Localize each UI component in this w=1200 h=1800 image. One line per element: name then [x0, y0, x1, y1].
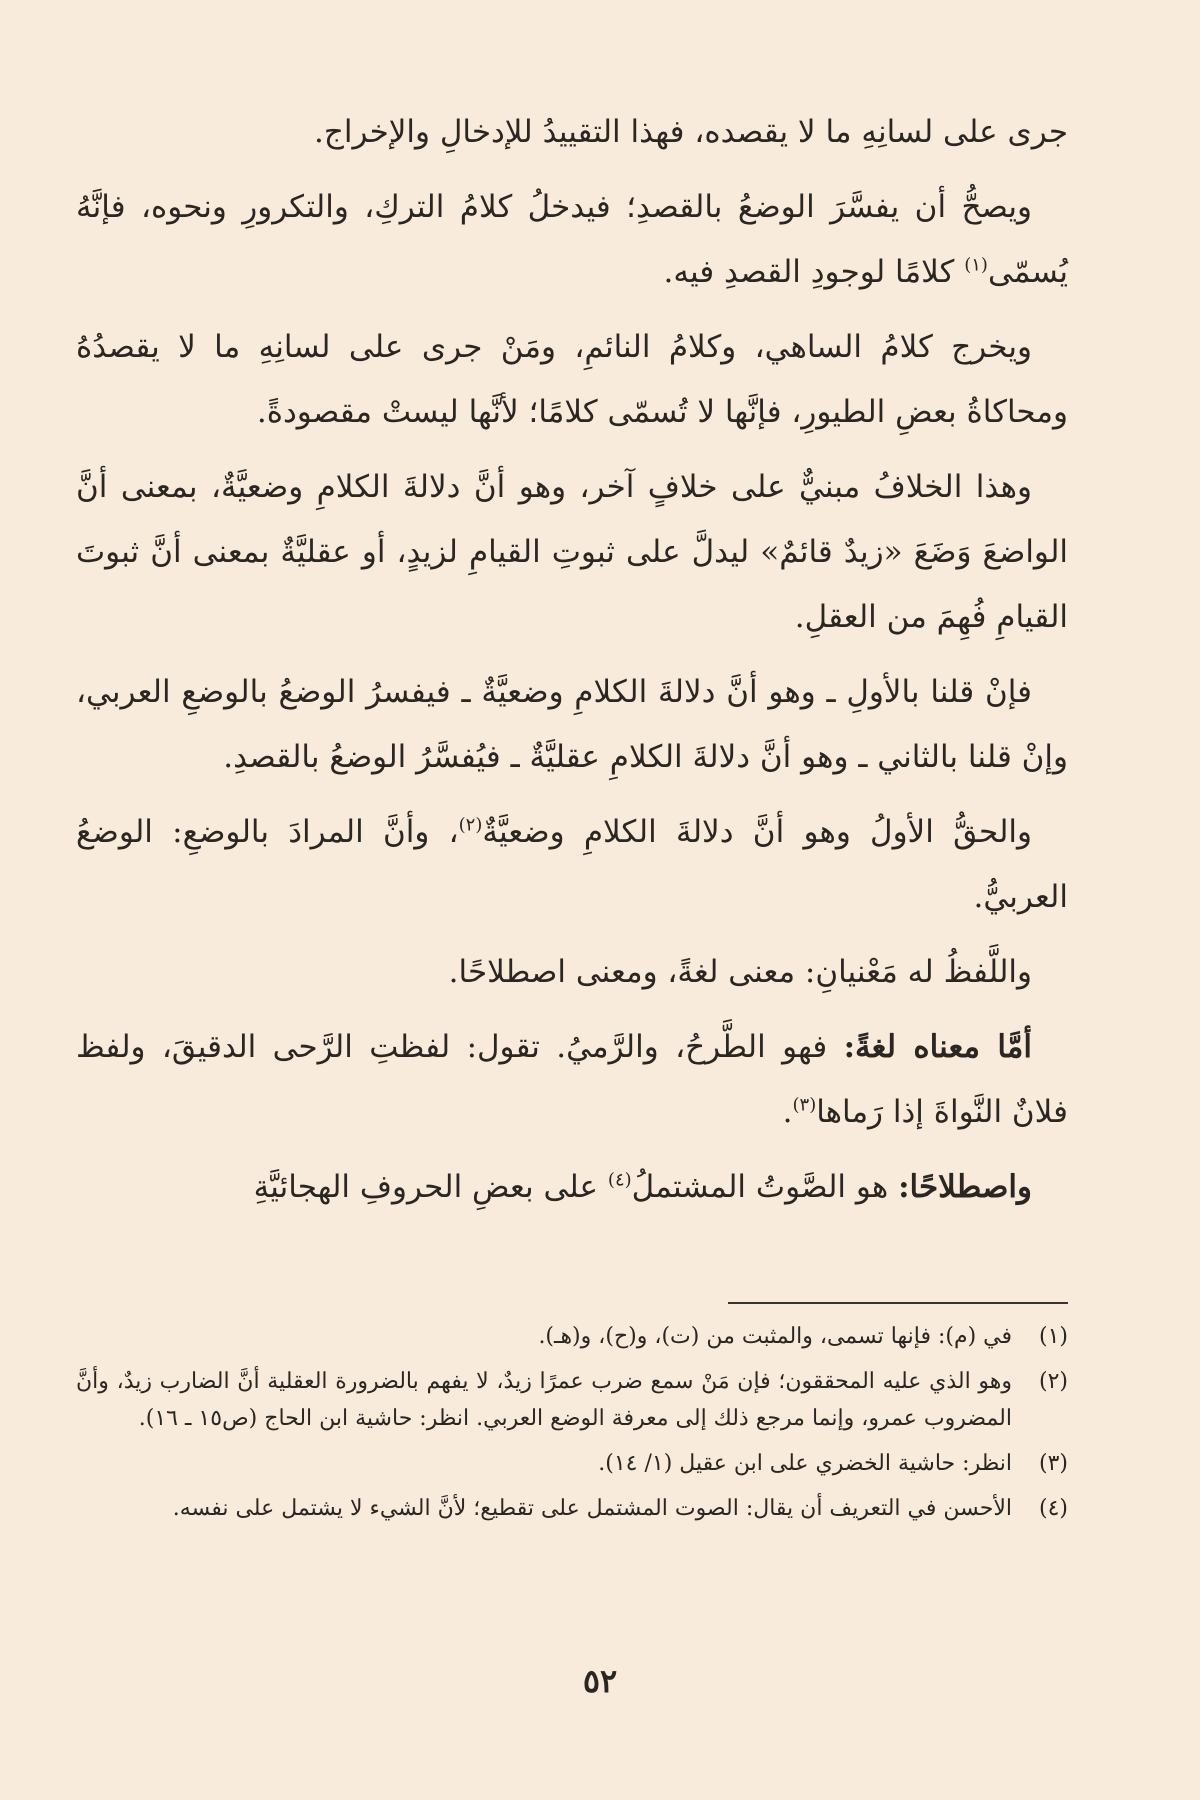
paragraph-text: فإنْ قلنا بالأولِ ـ وهو أنَّ دلالةَ الكلامِ وضعيَّةٌ ـ فيفسرُ الوضعُ بالوضعِ العربي، وإنْ قلنا بالثاني ـ وهو أنَّ دلالةَ الكلامِ عقليَّةٌ ـ فيُفسَّرُ الوضعُ بالقصدِ.	[76, 674, 1068, 775]
paragraph-text: والحقُّ الأولُ وهو أنَّ دلالةَ الكلامِ وضعيَّةٌ	[482, 814, 1032, 850]
footnote-ref-3[interactable]: (٣)	[792, 1094, 817, 1116]
paragraph-text: كلامًا لوجودِ القصدِ فيه.	[663, 254, 955, 290]
footnote-text: الأحسن في التعريف أن يقال: الصوت المشتمل على تقطيع؛ لأنَّ الشيء لا يشتمل على نفسه.	[172, 1496, 1012, 1521]
paragraph-text: .	[782, 1094, 793, 1130]
paragraph-text: جرى على لسانِهِ ما لا يقصده، فهذا التقييدُ للإدخالِ والإخراج.	[313, 114, 1068, 150]
paragraph-6	[76, 800, 1068, 930]
footnote-ref-2[interactable]: (٢)	[458, 814, 483, 836]
footnote-number: (١)	[1038, 1324, 1068, 1349]
paragraph-4	[76, 455, 1068, 650]
paragraph-1	[76, 100, 1068, 165]
term-label: واصطلاحًا:	[898, 1169, 1032, 1205]
page-number: ٥٢	[582, 1662, 618, 1700]
paragraph-text: ويخرج كلامُ الساهي، وكلامُ النائمِ، ومَنْ جرى على لسانِهِ ما لا يقصدُهُ ومحاكاةُ بعضِ الطيورِ، فإنَّها لا تُسمّى كلامًا؛ لأنَّها ليستْ مقصودةً.	[76, 329, 1068, 430]
footnote	[76, 1318, 1068, 1355]
main-text	[76, 100, 1068, 1220]
paragraph-text: ويصحُّ أن يفسَّرَ الوضعُ بالقصدِ؛ فيدخلُ كلامُ التركِ، والتكرورِ ونحوه، فإنَّهُ يُسمّى	[76, 189, 1068, 290]
footnote-number: (٢)	[1038, 1369, 1068, 1394]
footnote-ref-4[interactable]: (٤)	[607, 1169, 632, 1191]
paragraph-5	[76, 660, 1068, 790]
footnote-number: (٣)	[1038, 1451, 1068, 1476]
paragraph-text: فهو الطَّرحُ، والرَّميُ. تقول: لفظتِ الرَّحى الدقيقَ، ولفظ فلانٌ النَّواةَ إذا رَماها	[76, 1029, 1068, 1130]
footnote	[76, 1445, 1068, 1482]
footnote-divider	[728, 1302, 1068, 1304]
footnote-ref-1[interactable]: (١)	[964, 254, 988, 276]
footnote-number: (٤)	[1038, 1496, 1068, 1521]
paragraph-text: ، وأنَّ المرادَ بالوضعِ: الوضعُ العربيُّ.	[76, 814, 1068, 915]
paragraph-8	[76, 1015, 1068, 1145]
paragraph-text: هو الصَّوتُ المشتملُ	[631, 1169, 889, 1205]
footnotes	[76, 1318, 1068, 1535]
paragraph-3	[76, 315, 1068, 445]
paragraph-text: على بعضِ الحروفِ الهجائيَّةِ	[253, 1169, 599, 1205]
footnote-text: انظر: حاشية الخضري على ابن عقيل (١/ ١٤).	[598, 1451, 1012, 1476]
paragraph-9	[76, 1155, 1068, 1220]
footnote	[76, 1363, 1068, 1437]
term-label: أمَّا معناه لغةً:	[843, 1029, 1032, 1065]
paragraph-text: واللَّفظُ له مَعْنيانِ: معنى لغةً، ومعنى اصطلاحًا.	[448, 954, 1032, 990]
paragraph-text: وهذا الخلافُ مبنيٌّ على خلافٍ آخر، وهو أنَّ دلالةَ الكلامِ وضعيَّةٌ، بمعنى أنَّ الواضعَ وَضَعَ «زيدٌ قائمٌ» ليدلَّ على ثبوتِ القيامِ لزيدٍ، أو عقليَّةٌ بمعنى أنَّ ثبوتَ القيامِ فُهِمَ من العقلِ.	[76, 469, 1068, 635]
footnote-text: وهو الذي عليه المحققون؛ فإن مَنْ سمع ضرب عمرًا زيدٌ، لا يفهم بالضرورة العقلية أنَّ الضارب زيدٌ، وأنَّ المضروب عمرو، وإنما مرجع ذلك إلى معرفة الوضع العربي. انظر: حاشية ابن الحاج (ص١٥ ـ ١٦).	[76, 1369, 1012, 1431]
paragraph-7	[76, 940, 1068, 1005]
paragraph-2	[76, 175, 1068, 305]
footnote-text: في (م): فإنها تسمى، والمثبت من (ت)، و(ح)، و(هـ).	[538, 1324, 1012, 1349]
footnote	[76, 1490, 1068, 1527]
